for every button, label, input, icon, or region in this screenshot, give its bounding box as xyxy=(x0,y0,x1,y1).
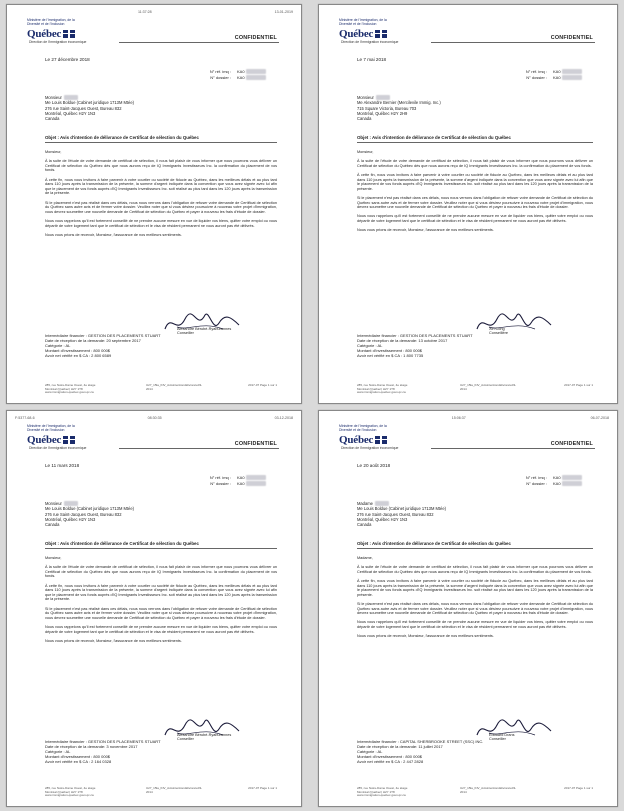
subject-divider xyxy=(45,548,277,549)
ref-label: N° réf. imq : xyxy=(525,69,547,74)
letter-subject: Objet : Avis d'intention de délivrance de Certificat de sélection du Québec xyxy=(45,135,199,140)
footer-page: 2017-07 Page 1 sur 1 xyxy=(564,383,593,388)
footer-page: 2017-07 Page 1 sur 1 xyxy=(248,383,277,388)
header-divider xyxy=(431,42,595,43)
letter-page-1 xyxy=(6,4,302,404)
body-paragraph: À cette fin, nous vous invitons à faire parvenir à votre courtier ou société de fiducie au Québec, dans les meilleurs délais et au plus tard dans 110 jours après la transmission de la présente, la somme d'argent indiquée dans la convention que vous avez signée avec lui afin que le placement de vos fonds auprès d'IQ Immigrants Investisseurs Inc. soit réalisé au plus tard dans les 120 jours après la transmission de la présente. xyxy=(45,177,277,196)
ref-value: KA0 xyxy=(237,475,245,480)
letter-subject: Objet : Avis d'intention de délivrance de Certificat de sélection du Québec xyxy=(357,541,511,546)
footer-page: 2017-07 Page 1 sur 1 xyxy=(564,786,593,791)
confidential-label: CONFIDENTIEL xyxy=(234,35,277,41)
net-assets: Avoir net vérifié en $ CA : 1 800 7735 xyxy=(357,353,424,358)
fax-date: 06-07-2018 xyxy=(590,416,609,420)
address-line: Canada xyxy=(45,522,60,528)
investment-amount: Montant d'investissement : 800 000$ xyxy=(357,754,423,759)
recipient-address xyxy=(45,95,134,121)
body-paragraph: À la suite de l'étude de votre demande de certificat de sélection, il nous fait plaisir de vous informer que nous pourrons vous délivrer un Certificat de sélection du Québec dès que nous aurons reçu de IQ Immigrants Investisseurs Inc. la confirmation du placement de vos fonds. xyxy=(357,565,593,574)
ref-label: N° réf. imq : xyxy=(209,69,231,74)
quebec-wordmark: Québec xyxy=(339,27,374,40)
footer-address: 285, rue Notre-Dame Ouest, 4e étage Montréal (Québec) H2Y 1T8 www.immigration-quebec.gouv.qc.ca xyxy=(45,786,96,798)
fax-header xyxy=(15,416,293,422)
ministry-name: Ministère de l'Immigration, de la Diversité et de l'Inclusion xyxy=(339,424,387,432)
letter-page-4 xyxy=(318,410,618,807)
redaction-blur xyxy=(64,501,78,506)
header-divider xyxy=(119,42,279,43)
address-line: Me Louis Boldue (Cabinet juridique 1713M Mtée) xyxy=(45,506,134,512)
letter-body xyxy=(45,150,277,242)
address-line: Canada xyxy=(357,522,372,528)
redaction-blur xyxy=(376,95,390,100)
letter-footer xyxy=(357,384,593,395)
ref-label: N° réf. imq : xyxy=(209,475,231,480)
investment-amount: Montant d'investissement : 800 000$ xyxy=(357,348,423,353)
body-paragraph: Nous vous rappelons qu'il est fortement conseillé de ne prendre aucune mesure en vue de liquider vos biens, quitter votre emploi ou vous départir de votre logement tant que le certificat de sélection et le visa de résident permanent ne vous auront pas été délivrés. xyxy=(357,214,593,223)
dossier-value: KA0 xyxy=(237,75,245,80)
footer-form-code: U27_15la_INV_Avisintentiondélivrance03-2014 xyxy=(460,383,517,391)
letter-footer xyxy=(45,787,277,798)
address-line: Canada xyxy=(45,116,60,122)
net-assets: Avoir net vérifié en $ CA : 2 447 2828 xyxy=(357,759,424,764)
quebec-logo xyxy=(339,19,439,44)
letter-body xyxy=(357,556,593,643)
quebec-wordmark: Québec xyxy=(27,433,62,446)
signatory-name: Edouard Drans xyxy=(489,733,515,737)
fax-time: 08:30:35 xyxy=(147,416,162,420)
address-line: Me Louis Boldue (Cabinet juridique 1713M Mtée) xyxy=(357,506,446,512)
header-divider xyxy=(119,448,279,449)
letter-date: Le 7 mai 2018 xyxy=(357,57,387,62)
address-line: Montréal, Québec H2Y 1N3 xyxy=(45,110,96,116)
reference-block xyxy=(513,69,591,81)
address-line: 276 rue Saint-Jacques Ouest, Bureau 832 xyxy=(45,105,122,111)
redaction-blur xyxy=(562,481,582,486)
letter-page-2 xyxy=(318,4,618,404)
body-paragraph: À la suite de l'étude de votre demande de certificat de sélection, il nous fait plaisir de vous informer que nous pourrons vous délivrer un Certificat de sélection du Québec dès que nous aurons reçu de IQ Immigrants Investisseurs Inc. la confirmation du placement de vos fonds. xyxy=(45,565,277,579)
ministry-name: Ministère de l'Immigration, de la Diversité et de l'Inclusion xyxy=(339,18,387,26)
reference-block xyxy=(513,475,591,487)
fleurdelise-flag-icon xyxy=(375,436,387,444)
fax-date: 03-12-2018 xyxy=(274,416,293,420)
redaction-blur xyxy=(562,75,582,80)
net-assets: Avoir net vérifié en $ CA : 2 164 0328 xyxy=(45,759,112,764)
ref-value: KA0 xyxy=(553,475,561,480)
greeting: Madame, xyxy=(357,556,373,560)
header-divider xyxy=(431,448,595,449)
intermediary: Intermédiaire financier : CAPITAL SHERBROOKE STREET (SSC) INC. xyxy=(357,739,484,744)
quebec-logo xyxy=(27,19,127,44)
confidential-label: CONFIDENTIEL xyxy=(550,35,593,41)
recipient-address xyxy=(357,501,446,527)
signatory-name: Xin Cong xyxy=(489,327,505,331)
closing: Nous vous prions de recevoir, Monsieur, l'assurance de nos meilleurs sentiments. xyxy=(45,638,182,643)
case-details xyxy=(45,739,205,764)
case-details xyxy=(357,333,517,358)
redaction-blur xyxy=(246,475,266,480)
quebec-logo xyxy=(27,425,127,450)
closing: Nous vous prions de recevoir, Monsieur, l'assurance de nos meilleurs sentiments. xyxy=(357,634,494,639)
address-line: 276 rue Saint-Jacques Ouest, Bureau 832 xyxy=(45,511,122,517)
letter-subject: Objet : Avis d'intention de délivrance de Certificat de sélection du Québec xyxy=(357,135,511,140)
ref-value: KA0 xyxy=(237,69,245,74)
category: Catégorie : AL xyxy=(357,749,383,754)
fax-time: 11:37:28 xyxy=(137,10,152,14)
dossier-value: KA0 xyxy=(553,481,561,486)
letter-body xyxy=(45,556,277,648)
closing: Nous vous prions de recevoir, Monsieur, l'assurance de nos meilleurs sentiments. xyxy=(357,228,494,233)
greeting: Monsieur, xyxy=(357,150,374,154)
ref-label: N° réf. imq : xyxy=(525,475,547,480)
category: Catégorie : AL xyxy=(45,343,71,348)
recipient-salutation: Monsieur xyxy=(45,95,62,100)
redaction-blur xyxy=(562,69,582,74)
signatory-title: Conseiller xyxy=(489,737,506,742)
quebec-logo xyxy=(339,425,439,450)
fleurdelise-flag-icon xyxy=(63,436,75,444)
investment-amount: Montant d'investissement : 800 000$ xyxy=(45,754,111,759)
address-line: Me Louis Boldue (Cabinet juridique 1713M Mtée) xyxy=(45,100,134,106)
fleurdelise-flag-icon xyxy=(63,30,75,38)
net-assets: Avoir net vérifié en $ CA : 2 800 6589 xyxy=(45,353,112,358)
letter-footer xyxy=(357,787,593,798)
confidential-label: CONFIDENTIEL xyxy=(550,441,593,447)
ministry-name: Ministère de l'Immigration, de la Diversité et de l'Inclusion xyxy=(27,18,75,26)
body-paragraph: Si le placement n'est pas réalisé dans ces délais, nous nous verrons dans l'obligation de refuser votre demande de Certificat de sélection du Québec sans autre avis et de fermer votre dossier. Veuillez noter que si vous désirez poursuivre à nouveau votre projet d'immigration, vous devrez soumettre une nouvelle demande de Certificat de sélection du Québec et payer à nouveau les frais d'étude de dossier. xyxy=(45,606,277,620)
body-paragraph: À la suite de l'étude de votre demande de certificat de sélection, il nous fait plaisir de vous informer que nous pourrons vous délivrer un Certificat de sélection du Québec dès que nous aurons reçu de IQ Immigrants Investisseurs Inc. la confirmation du placement de vos fonds. xyxy=(45,159,277,173)
category: Catégorie : AL xyxy=(357,343,383,348)
fax-id: F:5377-68-6 xyxy=(15,416,35,420)
reference-block xyxy=(197,475,275,487)
recipient-salutation: Madame xyxy=(357,501,373,506)
intermediary: Intermédiaire financier : GESTION DES PLACEMENTS STUART xyxy=(357,333,473,338)
subject-divider xyxy=(357,142,593,143)
redaction-blur xyxy=(64,95,78,100)
intermediary: Intermédiaire financier : GESTION DES PLACEMENTS STUART xyxy=(45,333,161,338)
fax-date: 13-01-2019 xyxy=(274,10,293,14)
body-paragraph: Nous vous rappelons qu'il est fortement conseillé de ne prendre aucune mesure en vue de liquider vos biens, quitter votre emploi ou vous départir de votre logement tant que le certificat de sélection et le visa de résident permanent ne vous auront pas été délivrés. xyxy=(45,218,277,228)
department-name: Direction de l'immigration économique xyxy=(341,445,399,450)
body-paragraph: Nous vous rappelons qu'il est fortement conseillé de ne prendre aucune mesure en vue de liquider vos biens, quitter votre emploi ou vous départir de votre logement tant que le certificat de sélection et le visa de résident permanent ne vous auront pas été délivrés. xyxy=(45,624,277,634)
body-paragraph: Si le placement n'est pas réalisé dans ces délais, nous nous verrons dans l'obligation de refuser votre demande de Certificat de sélection du Québec sans autre avis et de fermer votre dossier. Veuillez noter que si vous désirez poursuivre à nouveau votre projet d'immigration, vous devrez soumettre une nouvelle demande de Certificat de sélection du Québec et payer à nouveau les frais d'étude de dossier. xyxy=(45,200,277,214)
greeting: Monsieur, xyxy=(45,150,62,154)
ministry-name: Ministère de l'Immigration, de la Diversité et de l'Inclusion xyxy=(27,424,75,432)
received-date: Date de réception de la demande: 20 septembre 2017 xyxy=(45,338,141,343)
subject-divider xyxy=(357,548,593,549)
signatory-name: Alexandre Bérubé-Ryaburonnes xyxy=(177,327,232,331)
dossier-label: N° dossier : xyxy=(526,481,547,486)
quebec-wordmark: Québec xyxy=(27,27,62,40)
recipient-salutation: Monsieur xyxy=(357,95,374,100)
footer-address: 285, rue Notre-Dame Ouest, 4e étage Montréal (Québec) H2Y 1T8 www.immigration-quebec.gouv.qc.ca xyxy=(45,383,96,395)
quebec-wordmark: Québec xyxy=(339,433,374,446)
letter-page-3 xyxy=(6,410,302,807)
body-paragraph: À cette fin, nous vous invitons à faire parvenir à votre courtier ou société de fiducie au Québec, dans les meilleurs délais et au plus tard dans 110 jours après la transmission de la présente, la somme d'argent indiquée dans la convention que vous avez signée avec lui afin que le placement de vos fonds auprès d'IQ Immigrants Investisseurs Inc. soit réalisé au plus tard dans les 120 jours après la transmission de la présente. xyxy=(357,578,593,597)
recipient-address xyxy=(357,95,441,121)
fax-time: 15:06:37 xyxy=(451,416,466,420)
dossier-value: KA0 xyxy=(237,481,245,486)
address-line: Montréal, Québec H2Y 2H9 xyxy=(357,110,408,116)
signatory-title: Conseiller xyxy=(177,737,194,742)
fax-header xyxy=(327,416,609,422)
received-date: Date de réception de la demande: 3 novembre 2017 xyxy=(45,744,138,749)
greeting: Monsieur, xyxy=(45,556,62,560)
redaction-blur xyxy=(246,481,266,486)
letter-date: Le 11 mars 2018 xyxy=(45,463,80,468)
body-paragraph: Si le placement n'est pas réalisé dans ces délais, nous nous verrons dans l'obligation de refuser votre demande de Certificat de sélection du Québec sans autre avis et de fermer votre dossier. Veuillez noter que si vous désirez poursuivre à nouveau votre projet d'immigration, vous devrez soumettre une nouvelle demande de Certificat de sélection du Québec et payer à nouveau les frais d'étude de dossier. xyxy=(357,195,593,210)
footer-form-code: U27_15la_INV_Avisintentiondélivrance03-2014 xyxy=(460,786,517,794)
dossier-label: N° dossier : xyxy=(210,481,231,486)
letter-footer xyxy=(45,384,277,395)
redaction-blur xyxy=(246,69,266,74)
dossier-label: N° dossier : xyxy=(210,75,231,80)
footer-form-code: U27_15la_INV_Avisintentiondélivrance03-2014 xyxy=(146,383,203,391)
address-line: 276 rue Saint-Jacques Ouest, Bureau 832 xyxy=(357,511,434,517)
confidential-label: CONFIDENTIEL xyxy=(234,441,277,447)
reference-block xyxy=(197,69,275,81)
department-name: Direction de l'immigration économique xyxy=(29,445,87,450)
body-paragraph: Si le placement n'est pas réalisé dans ces délais, nous nous verrons dans l'obligation de refuser votre demande de Certificat de sélection du Québec sans autre avis et de fermer votre dossier. Veuillez noter que si vous désirez poursuivre à nouveau votre projet d'immigration, vous devrez soumettre une nouvelle demande de Certificat de sélection du Québec et payer à nouveau les frais d'étude de dossier. xyxy=(357,601,593,616)
footer-page: 2017-07 Page 1 sur 1 xyxy=(248,786,277,791)
ref-value: KA0 xyxy=(553,69,561,74)
letter-body xyxy=(357,150,593,237)
body-paragraph: Nous vous rappelons qu'il est fortement conseillé de ne prendre aucune mesure en vue de liquider vos biens, quitter votre emploi ou vous départir de votre logement tant que le certificat de sélection et le visa de résident permanent ne vous auront pas été délivrés. xyxy=(357,620,593,629)
fax-header xyxy=(15,10,293,16)
investment-amount: Montant d'investissement : 800 000$ xyxy=(45,348,111,353)
signatory-title: Conseillère xyxy=(489,331,508,336)
intermediary: Intermédiaire financier : GESTION DES PLACEMENTS STUART xyxy=(45,739,161,744)
department-name: Direction de l'immigration économique xyxy=(341,39,399,44)
department-name: Direction de l'immigration économique xyxy=(29,39,87,44)
body-paragraph: À la suite de l'étude de votre demande de certificat de sélection, il nous fait plaisir de vous informer que nous pourrons vous délivrer un Certificat de sélection du Québec dès que nous aurons reçu de IQ Immigrants Investisseurs Inc. la confirmation du placement de vos fonds. xyxy=(357,159,593,168)
address-line: Canada xyxy=(357,116,372,122)
body-paragraph: À cette fin, nous vous invitons à faire parvenir à votre courtier ou société de fiducie au Québec, dans les meilleurs délais et au plus tard dans 110 jours après la transmission de la présente, la somme d'argent indiquée dans la convention que vous avez signée avec lui afin que le placement de vos fonds auprès d'IQ Immigrants Investisseurs Inc. soit réalisé au plus tard dans les 120 jours après la transmission de la présente. xyxy=(45,583,277,602)
case-details xyxy=(45,333,205,358)
redaction-blur xyxy=(246,75,266,80)
received-date: Date de réception de la demande: 13 octobre 2017 xyxy=(357,338,448,343)
redaction-blur xyxy=(562,475,582,480)
fax-header xyxy=(327,10,609,16)
subject-divider xyxy=(45,142,277,143)
recipient-address xyxy=(45,501,134,527)
signatory-title: Conseiller xyxy=(177,331,194,336)
footer-form-code: U27_15la_INV_Avisintentiondélivrance03-2014 xyxy=(146,786,203,794)
recipient-salutation: Monsieur xyxy=(45,501,62,506)
category: Catégorie : AL xyxy=(45,749,71,754)
address-line: 715 Square Victoria, Bureau 703 xyxy=(357,105,417,111)
dossier-value: KA0 xyxy=(553,75,561,80)
fleurdelise-flag-icon xyxy=(375,30,387,38)
signatory-name: Alexandre Bérubé-Ryaburonnes xyxy=(177,733,232,737)
footer-address: 285, rue Notre-Dame Ouest, 4e étage Montréal (Québec) H2Y 1T8 www.immigration-quebec.gouv.qc.ca xyxy=(357,383,408,395)
address-line: Me Alexandre Bernier (Mercilevile Immig. Inc.) xyxy=(357,100,441,106)
closing: Nous vous prions de recevoir, Monsieur, l'assurance de nos meilleurs sentiments. xyxy=(45,232,182,237)
received-date: Date de réception de la demande: 11 juillet 2017 xyxy=(357,744,443,749)
footer-address: 285, rue Notre-Dame Ouest, 4e étage Montréal (Québec) H2Y 1T8 www.immigration-quebec.gouv.qc.ca xyxy=(357,786,408,798)
address-line: Montréal, Québec H2Y 1N3 xyxy=(45,516,96,522)
body-paragraph: À cette fin, nous vous invitons à faire parvenir à votre courtier ou société de fiducie au Québec, dans les meilleurs délais et au plus tard dans 110 jours après la transmission de la présente, la somme d'argent indiquée dans la convention que vous avez signée avec lui afin que le placement de vos fonds auprès d'IQ Immigrants Investisseurs Inc. soit réalisé au plus tard dans les 120 jours après la transmission de la présente. xyxy=(357,172,593,191)
letter-date: Le 20 août 2018 xyxy=(357,463,391,468)
dossier-label: N° dossier : xyxy=(526,75,547,80)
redaction-blur xyxy=(375,501,389,506)
case-details xyxy=(357,739,517,764)
letter-date: Le 27 décembre 2018 xyxy=(45,57,90,62)
address-line: Montréal, Québec H2Y 1N3 xyxy=(357,516,408,522)
letter-subject: Objet : Avis d'intention de délivrance de Certificat de sélection du Québec xyxy=(45,541,199,546)
